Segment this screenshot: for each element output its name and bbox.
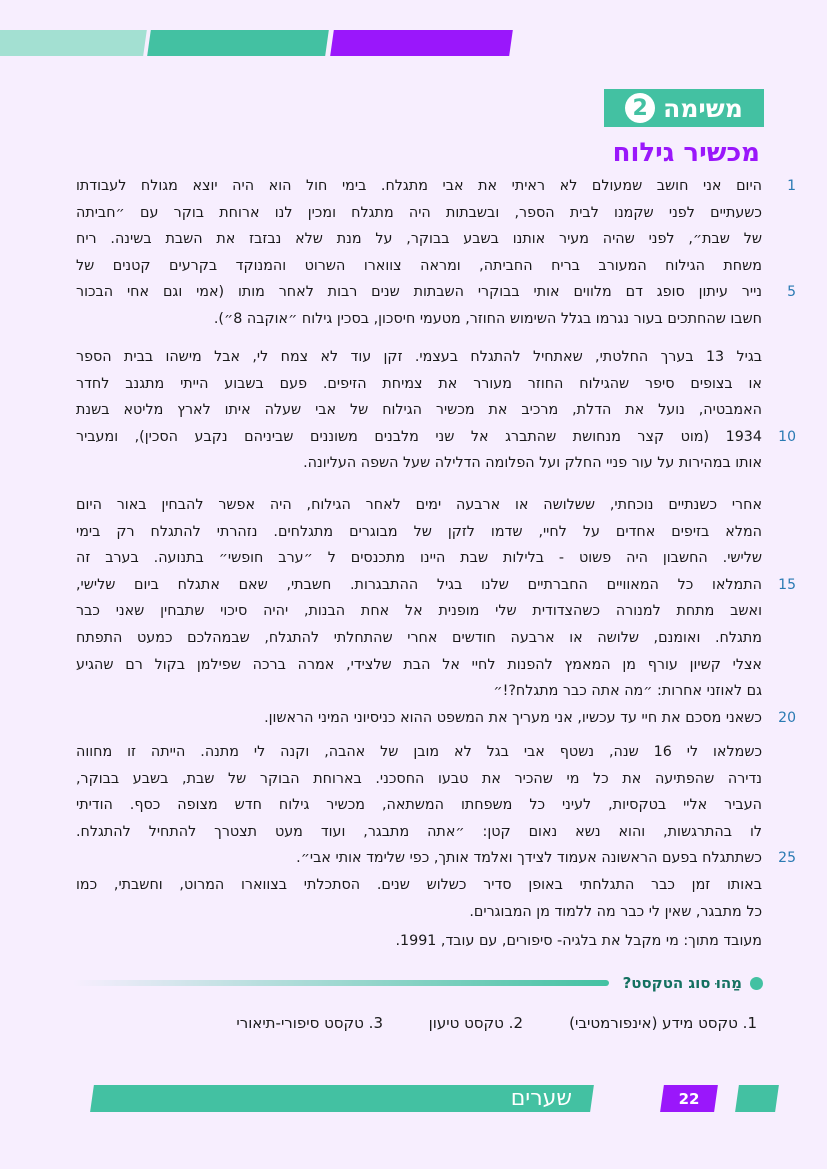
text-line: חשבו שהחתכים בעור נגרמו בגלל השימוש החוזר, מטעמי חיסכון, בסכין גילוח ״אוקבה 8״). — [213, 310, 762, 327]
brand-name: שערים — [510, 1086, 572, 1111]
paragraph-1 — [76, 173, 796, 333]
paragraph-4 — [76, 739, 796, 925]
text-line: אצלי קשיון עורף מן המאמץ להפנות לחיי אל הבת שלצידי, אמרה ברכה שפילמן בקול רם שהגיע — [76, 656, 762, 673]
decor-bar-light-teal — [0, 30, 147, 56]
text-line: 1 היום אני חושב שמעולם לא ראיתי את אבי מתגלח. בימי חול הוא היה יוצא מגולח לעבודתו — [76, 173, 762, 200]
text-line: העביר אליי בטקסיות, לעיני כל משפחתו המשתאה, מכשיר גילוח חדש מצופה כסף. הודיתי — [76, 797, 762, 814]
decor-bar-purple — [330, 30, 513, 56]
text-line: אחרי כשנתיים נוכחתי, ששלושה או ארבעה ימים לאחר הגילוח, היה אפשר להבחין באור היום — [76, 497, 762, 513]
text-line: באותו זמן כבר התגלחתי באופן סדיר כשלוש שנים. הסתכלתי בצווארו המרוט, וחשבתי, כמו — [76, 876, 762, 893]
text-line: משחת הגילוח המעורב בריח החביתה, ומראה צווארו השרוט והמנוקד בקרעים קטנים של — [76, 257, 762, 274]
text-line: שלישי. החשבון היה פשוט - בלילות שבת היינו מתכנסים ל ״ערב חופשי״ בתנועה. בערב זה — [76, 550, 762, 567]
text-line: 20 כשאני מסכם את חיי עד עכשיו, אני מעריך את המשפט ההוא כניסיוני המיני הראשון. — [76, 705, 762, 732]
option-2[interactable]: 2. טקסט טיעון — [428, 1014, 523, 1032]
text-line: 25 כשתתגלח בפעם הראשונה אעמוד לצידך ואלמד אותך, כפי שלימד אותי אבי״. — [76, 845, 762, 872]
footer — [0, 1085, 827, 1112]
line-number: 1 — [787, 178, 796, 194]
line-number: 10 — [778, 428, 796, 445]
text-line: ואשב מתחת למנורה כשהצדודית שלי מופנית אל אחת הבנות, יהיה סיכוי שתבחין שאני כבר — [76, 603, 762, 620]
question-header — [73, 972, 763, 994]
header-decor-bars — [0, 30, 827, 56]
text-line: לו בהתרגשות, והוא נשא נאום קטן: ״אתה מתבגר, ועוד מעט תצטרך להתחיל להתגלח. — [76, 823, 762, 840]
option-1[interactable]: 1. טקסט מידע (אינפורמטיבי) — [569, 1014, 757, 1032]
text-line: 10 1934 (מוט קצר מנחושת שהתברג אל שני מלבנים משוננים שביניהם נקבע הסכין), ומעביר — [76, 424, 762, 451]
page-number: 22 — [678, 1089, 700, 1108]
task-label: משימה — [663, 93, 743, 123]
gradient-divider — [73, 980, 609, 986]
text-line: כשעתיים לפני שקמנו לבית הספר, ובשבתות היה מתגלח ומכין לנו ארוחת בוקר עם ״חביתה — [76, 204, 762, 221]
page-title: מכשיר גילוח — [612, 138, 760, 168]
task-number-circle: 2 — [625, 93, 655, 123]
text-line: בגיל 13 בערך החלטתי, שאתחיל להתגלח בעצמי. זקן עוד לא צמח לי, אבל מישהו בבית הספר — [76, 349, 762, 365]
text-line: של שבת״, לפני שהיה מעיר אותנו בשבע בבוקר, על מנת שלא נבזבז את השבת בשינה. ריח — [76, 231, 762, 248]
line-number: 20 — [778, 709, 796, 726]
paragraph-2 — [76, 344, 796, 477]
paragraph-3 — [76, 492, 796, 731]
text-line: 15 התמלאו כל המאוויים החברתיים שלנו בגיל ההתבגרות. חשבתי, שאם אתגלח ביום שלישי, — [76, 572, 762, 599]
text-line: כשמלאו לי 16 שנה, נשטף אבי בגל לא מובן של אהבה, וקנה לי מתנה. הייתה זו מחווה — [76, 744, 763, 760]
line-number: 5 — [787, 284, 796, 301]
citation-text: מעובד מתוך: מי מקבל את בלגיה- סיפורים, עם עובד, 1991. — [395, 933, 762, 949]
option-3[interactable]: 3. טקסט סיפורי-תיאורי — [236, 1014, 383, 1032]
line-number: 25 — [778, 850, 796, 867]
text-line: המלא בזיפים אחדים על לחיי, שדמו לזקן של מבוגרים מתגלחים. נזהרתי להתגלח רק בימי — [76, 523, 762, 540]
footer-bar-teal-small — [735, 1085, 779, 1112]
text-line: 5 נייר עיתון סופג דם מלווים אותי בבוקרי השבתות שנים רבות לאחר מותו (אמי וגם אחי הבכור — [76, 279, 762, 306]
text-line: אותו במהירות על עור פניי החלק ועל הפלומה הדלילה שעל השפה העליונה. — [303, 455, 762, 472]
text-line: מתגלח. ואומנם, שלושה או ארבעה חודשים אחרי שהתחלתי להתגלח, שבמהלכם כמעט התפתח — [76, 629, 762, 646]
task-badge — [604, 89, 764, 127]
question-text: מַהוּ סוג הטקסט? — [622, 974, 742, 992]
text-line: האמבטיה, נועל את הדלת, מרכיב את מכשיר הגילוח של אבי שעלה איתו לארץ מליטא בשנת — [76, 402, 762, 419]
decor-bar-teal — [147, 30, 329, 56]
text-line: גם לאוזני אחרות: ״מה אתה כבר מתגלח?!״ — [493, 683, 762, 700]
text-line: או בצופים סיפר שהגילוח החוזר מעורר את צמיחת הזיפים. פעם בשבוע הייתי מתגנב לחדר — [76, 375, 762, 392]
text-line: נדירה שהפתיעה את כל מי שהכיר את טבעו החסכני. בארוחת הבוקר של שבת, בשבע בבוקר, — [76, 770, 762, 787]
text-line: כל מתבגר, שאין לי כבר מה ללמוד מן המבוגרים. — [469, 903, 762, 920]
bullet-dot-icon — [750, 977, 763, 990]
line-number: 15 — [778, 576, 796, 593]
source-citation — [76, 928, 762, 955]
